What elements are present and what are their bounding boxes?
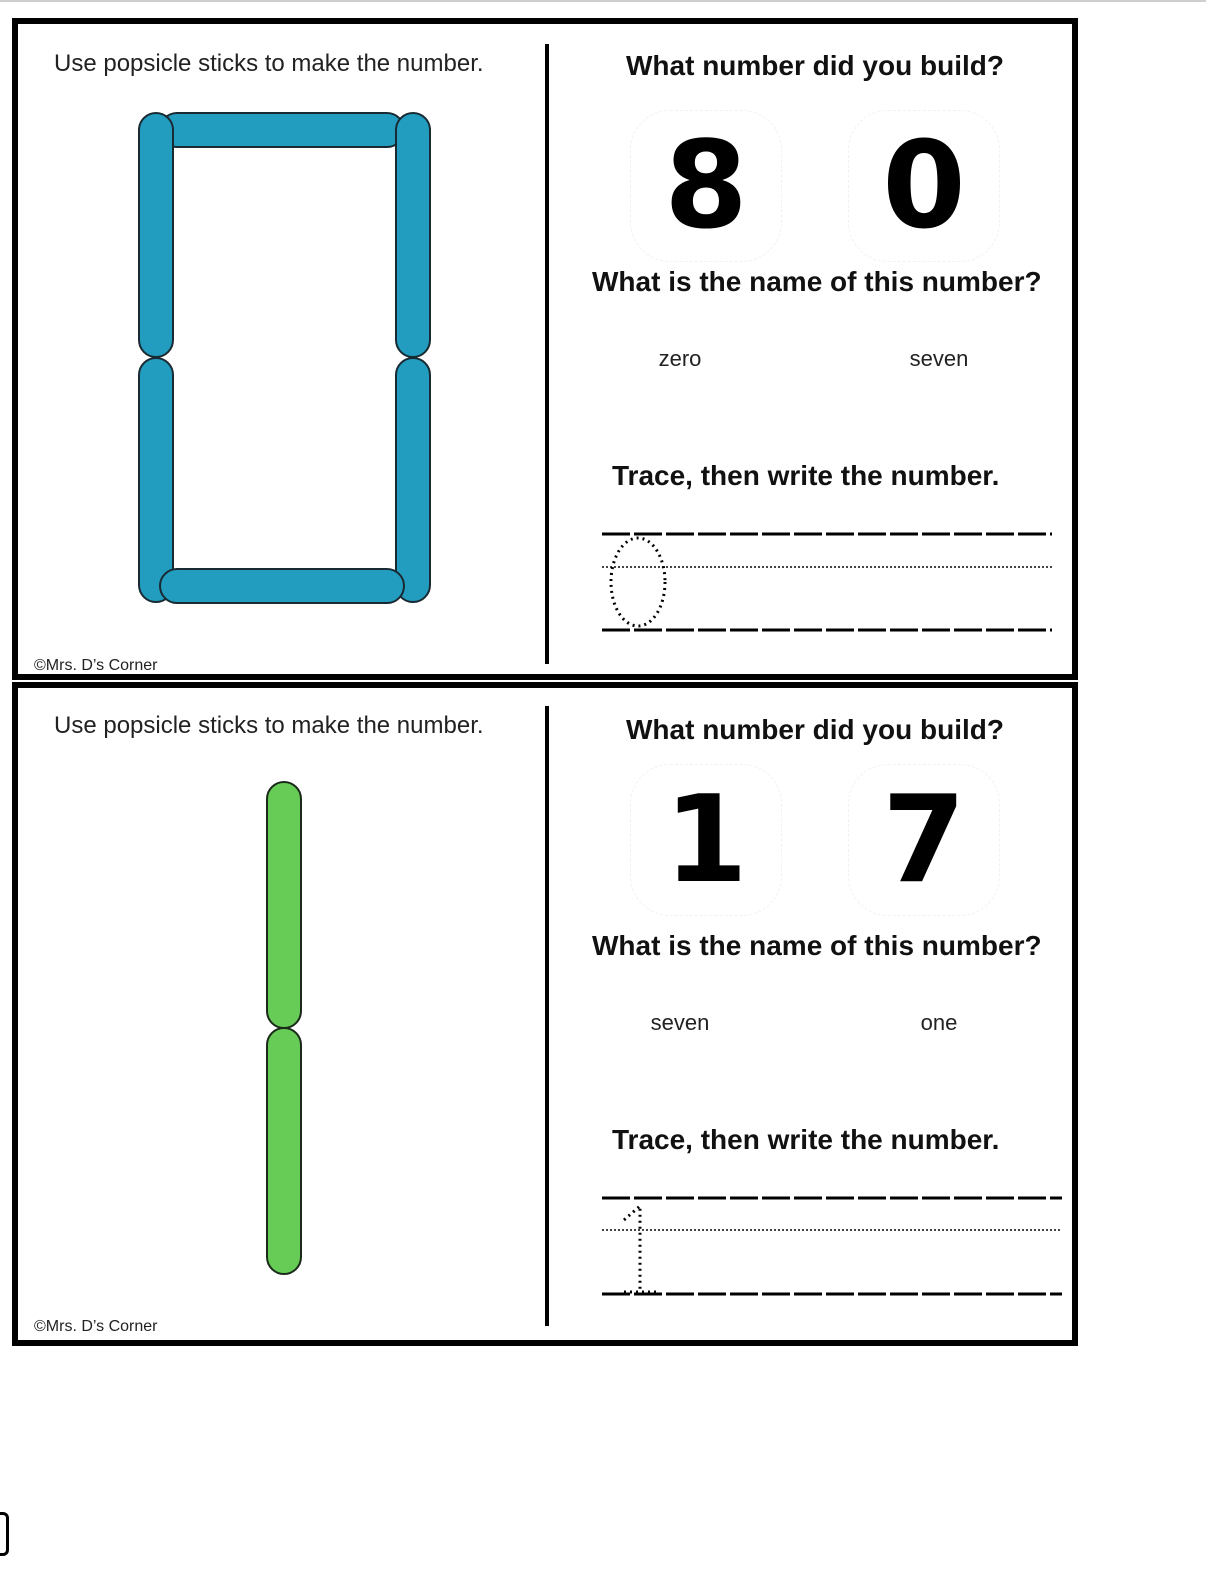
question-trace: Trace, then write the number. bbox=[612, 1124, 1000, 1155]
question-name: What is the name of this number? bbox=[592, 930, 1042, 961]
instruction-text: Use popsicle sticks to make the number. bbox=[54, 50, 484, 77]
edge-bracket bbox=[0, 1512, 9, 1556]
popsicle-stick-one-figure bbox=[18, 688, 545, 1328]
stick-right-lower bbox=[396, 358, 430, 602]
stick-lower bbox=[267, 1028, 301, 1274]
build-choice-1[interactable]: 1 bbox=[630, 764, 782, 916]
question-build: What number did you build? bbox=[626, 714, 1004, 745]
traceable-digit-zero bbox=[611, 538, 665, 626]
stick-left-lower bbox=[139, 358, 173, 602]
task-card-zero bbox=[12, 18, 1078, 680]
build-choice-8[interactable]: 8 bbox=[630, 110, 782, 262]
copyright-credit: ©Mrs. D’s Corner bbox=[34, 1318, 158, 1335]
page-top-border bbox=[0, 0, 1206, 2]
stick-top bbox=[160, 113, 404, 147]
name-choice-zero[interactable]: zero bbox=[658, 346, 702, 371]
vertical-divider bbox=[545, 706, 549, 1326]
task-card-one bbox=[12, 682, 1078, 1346]
name-choice-one[interactable]: one bbox=[920, 1010, 958, 1035]
name-choice-seven[interactable]: seven bbox=[650, 1010, 710, 1035]
handwriting-lines-one bbox=[602, 1184, 1064, 1300]
copyright-credit: ©Mrs. D’s Corner bbox=[34, 657, 158, 674]
build-choice-7[interactable]: 7 bbox=[848, 764, 1000, 916]
question-trace: Trace, then write the number. bbox=[612, 460, 1000, 491]
build-choice-0[interactable]: 0 bbox=[848, 110, 1000, 262]
popsicle-stick-zero-figure bbox=[18, 24, 545, 664]
stick-upper bbox=[267, 782, 301, 1028]
stick-left-upper bbox=[139, 113, 173, 357]
instruction-text: Use popsicle sticks to make the number. bbox=[54, 712, 484, 739]
traceable-digit-one bbox=[624, 1206, 656, 1292]
stick-right-upper bbox=[396, 113, 430, 357]
vertical-divider bbox=[545, 44, 549, 664]
handwriting-lines-zero bbox=[602, 524, 1054, 634]
question-name: What is the name of this number? bbox=[592, 266, 1042, 297]
question-build: What number did you build? bbox=[626, 50, 1004, 81]
stick-bottom bbox=[160, 569, 404, 603]
name-choice-seven[interactable]: seven bbox=[909, 346, 969, 371]
